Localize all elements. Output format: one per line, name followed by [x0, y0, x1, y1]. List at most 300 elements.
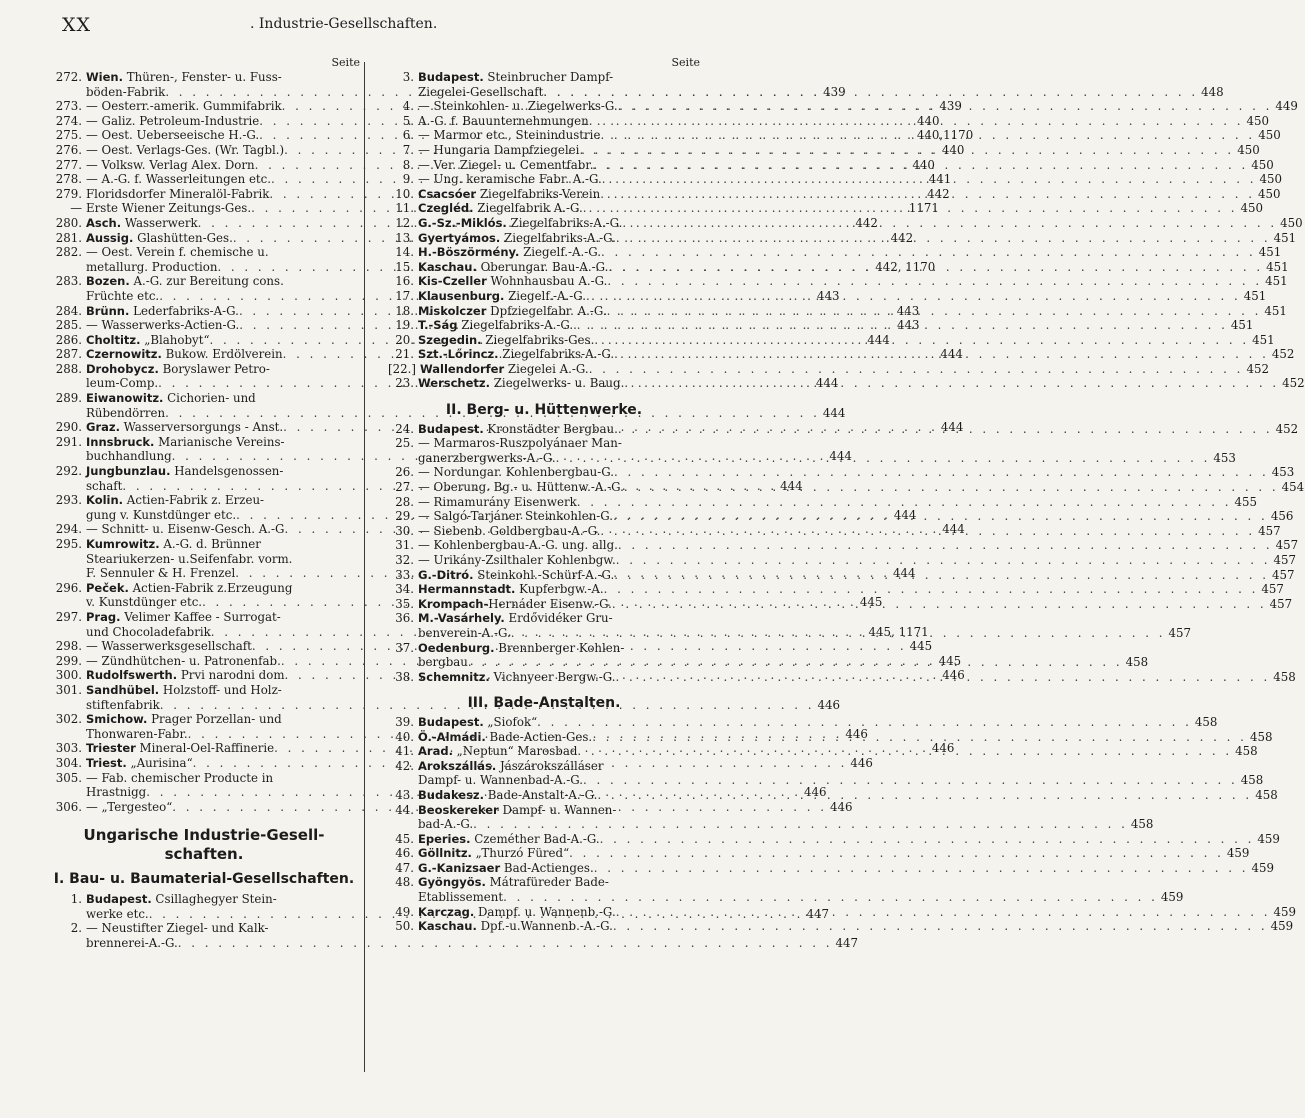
company-location: Oedenburg.: [418, 640, 495, 655]
page-reference: 442: [855, 215, 878, 230]
entry-text: [86, 727, 188, 742]
entry-text: [418, 436, 622, 451]
entry-text: [418, 568, 614, 583]
entry-number: 278.: [55, 172, 82, 187]
entry-description: ganerzbergwerks-A.-G.: [418, 450, 556, 465]
entry-number: 273.: [55, 99, 82, 114]
entry-text: [418, 744, 577, 759]
entry-description: Oberungar. Bau-A.-G.: [476, 259, 609, 274]
entry-text: [418, 451, 556, 466]
entry-number: 46.: [395, 846, 414, 861]
column-divider: [364, 62, 365, 1072]
page-title: . Industrie-Gesellschaften.: [250, 16, 438, 32]
company-location: G.-Kanizsaer: [418, 860, 501, 875]
entry-number: 41.: [395, 744, 414, 759]
dot-leader: [583, 773, 1238, 788]
entry-number: 20.: [395, 332, 414, 347]
entry-number: 8.: [402, 157, 414, 172]
entry-text: [418, 803, 616, 818]
entry-description: Steariukerzen- u.Seifenfabr. vorm.: [86, 551, 293, 566]
entry-description: — Marmor etc., Steinindustrie: [418, 128, 601, 143]
page-reference: 445: [938, 653, 962, 668]
page-reference: 450: [1258, 128, 1281, 143]
entry-description: Brennberger Kohlen-: [494, 640, 625, 655]
section-heading-bade: III. Bade-Anstalten.: [467, 695, 621, 712]
entry-number: 297.: [55, 609, 82, 624]
page-reference: 446: [942, 668, 965, 683]
entry-description: Glashütten-Ges.: [133, 230, 233, 245]
entry-text: [86, 698, 160, 713]
entry-number: 281.: [55, 230, 82, 245]
dot-leader: [594, 861, 1249, 876]
entry-number: 303.: [55, 741, 82, 756]
company-location: Krompach-: [418, 596, 489, 611]
entry-description: F. Sennuler & H. Frenzel: [86, 566, 236, 581]
entry-number: 36.: [395, 611, 414, 626]
company-location: Miskolczer: [418, 303, 487, 318]
entry-text: [86, 625, 211, 640]
dot-leader: [615, 670, 1270, 685]
page-reference: 451: [1230, 318, 1254, 333]
entry-description: Dpfziegelfabr. A.-G.: [486, 303, 607, 318]
entry-description: bad-A.-G.: [418, 817, 474, 832]
entry-number: 279.: [55, 186, 82, 201]
entry-body: [419, 361, 1269, 377]
page-reference: 459: [1270, 919, 1294, 934]
entry-body: [418, 919, 1294, 934]
entry-text: [86, 683, 282, 698]
page-reference: 440: [917, 113, 940, 128]
entry-number: 304.: [55, 755, 82, 770]
entry-text: [86, 85, 165, 100]
page-number: XX: [62, 14, 92, 36]
dot-leader: [618, 538, 1273, 553]
entry-description: — Hungaria Dampfziegelei: [418, 142, 580, 157]
entry-line: [418, 641, 700, 656]
entry-description: Kronstädter Bergbau.: [483, 421, 618, 436]
page-reference: 453: [1271, 465, 1295, 480]
page-reference: 450: [1246, 113, 1270, 128]
entry-description: — A.-G. f. Wasserleitungen etc.: [86, 172, 272, 187]
entry-text: [86, 552, 292, 567]
page-reference: 451: [1266, 259, 1289, 274]
entry-text: [418, 655, 468, 670]
entry-text: [418, 465, 614, 480]
company-location: H.-Böszörmény.: [418, 245, 520, 260]
index-entry: [388, 831, 1280, 847]
dot-leader: [600, 524, 1255, 539]
seite-label: Seite: [331, 56, 360, 69]
company-location: Czegléd.: [418, 201, 474, 216]
entry-text: [86, 712, 282, 727]
entry-description: — Salgó-Tarjáner Steinkohlen-G.: [418, 509, 614, 524]
entry-number: 12.: [395, 215, 414, 230]
entry-text: [418, 99, 618, 114]
entry-number: 274.: [55, 113, 82, 128]
dot-leader: [579, 143, 1234, 158]
entry-text: [86, 143, 284, 158]
entry-line: [86, 537, 360, 552]
company-location: Csacsóer: [418, 186, 477, 201]
dot-leader: [600, 128, 1255, 143]
page-reference: 451: [1243, 288, 1267, 303]
entry-text: [86, 376, 158, 391]
entry-text: [418, 376, 624, 391]
entry-description: — Ver. Ziegel- u. Cementfabr.: [418, 157, 594, 172]
entry-number: 294.: [55, 522, 82, 537]
entry-text: [418, 832, 600, 847]
entry-text: [86, 406, 165, 421]
entry-number: 43.: [395, 787, 414, 802]
entry-line: [418, 553, 1297, 568]
entry-description: — Rimamurány Eisenwerk: [418, 494, 577, 509]
entry-number: 296.: [55, 580, 82, 595]
dot-leader: [607, 304, 1262, 319]
page-reference: 451: [1273, 230, 1297, 245]
entry-body: [418, 538, 1299, 553]
entry-description: Mineral-Oel-Raffinerie: [135, 741, 275, 756]
entry-text: [420, 362, 589, 377]
page-reference: 455: [1234, 494, 1258, 509]
page-reference: 444: [822, 405, 846, 420]
entry-text: [418, 509, 613, 524]
entry-description: — Wasserwerksgesellschaft: [86, 639, 252, 654]
section-heading-berg: II. Berg- u. Hüttenwerke.: [445, 402, 643, 419]
entry-text: [418, 759, 604, 774]
entry-number: 14.: [395, 245, 414, 260]
entry-line: [418, 70, 700, 85]
index-entry: [388, 553, 1297, 568]
page-reference: 443: [896, 303, 920, 318]
page-reference: 440,1170: [916, 128, 974, 143]
entry-number: —: [70, 201, 82, 216]
entry-body: [418, 831, 1280, 847]
entry-number: [22.]: [388, 361, 416, 376]
entry-number: 29.: [395, 509, 414, 524]
entry-text: [418, 730, 592, 745]
entry-number: 2.: [70, 921, 82, 936]
entry-text: [418, 318, 573, 333]
company-location: Peček.: [86, 580, 129, 595]
entry-description: Ziegelfabrik A.-G.: [473, 201, 583, 216]
entry-text: [86, 260, 217, 275]
entry-text: [86, 493, 264, 508]
entry-number: 300.: [55, 668, 82, 683]
dot-leader: [556, 451, 1211, 466]
page-reference: 444: [940, 347, 963, 362]
page-reference: 459: [1226, 846, 1250, 861]
entry-text: [86, 479, 122, 494]
entry-number: 48.: [395, 875, 414, 890]
dot-leader: [577, 744, 1232, 759]
entry-number: 284.: [55, 303, 82, 318]
entry-line: [86, 610, 360, 625]
entry-text: [86, 464, 283, 479]
entry-line: [418, 919, 1294, 934]
entry-description: „Aurisina“: [126, 755, 193, 770]
dot-leader: [178, 936, 833, 951]
company-location: Czernowitz.: [86, 347, 162, 362]
page-reference: 457: [1272, 567, 1295, 582]
page-reference: 450: [1257, 186, 1281, 201]
entry-description: „Siofok“: [483, 714, 538, 729]
entry-number: 292.: [55, 464, 82, 479]
entry-line: [86, 581, 360, 596]
entry-description: Dampf- u. Wannenbad-A.-G.: [418, 773, 584, 788]
company-location: Arokszállás.: [418, 758, 497, 773]
dot-leader: [586, 289, 1241, 304]
entry-description: böden-Fabrik: [86, 84, 166, 99]
entry-body: [418, 860, 1274, 876]
entry-description: Früchte etc.: [86, 288, 160, 303]
entry-description: benverein-A.-G.: [418, 625, 511, 640]
entry-text: [418, 289, 586, 304]
page-reference: 444: [893, 507, 917, 522]
index-entry: [388, 875, 1184, 905]
entry-line: [418, 860, 1274, 876]
entry-line: [86, 921, 360, 936]
entry-description: Floridsdorfer Mineralöl-Fabrik: [86, 186, 270, 201]
dot-leader: [608, 260, 1263, 275]
entry-description: stiftenfabrik: [86, 697, 160, 712]
entry-text: [86, 508, 236, 523]
entry-description: Dpf.-u.Wannenb.-A.-G.: [476, 919, 613, 934]
entry-line: [418, 875, 700, 890]
company-location: Jungbunzlau.: [86, 464, 171, 479]
company-location: Schemnitz.: [418, 669, 490, 684]
page-reference: 459: [1257, 831, 1280, 846]
entry-number: 9.: [402, 172, 414, 187]
entry-description: Velimer Kaffee - Surrogat-: [120, 609, 281, 624]
entry-description: — Urikány-Zsilthaler Kohlenbgw.: [418, 553, 616, 567]
entry-text: [86, 158, 255, 173]
entry-number: 5.: [402, 113, 414, 128]
entry-number: 289.: [55, 391, 82, 406]
company-location: Triest.: [86, 755, 127, 770]
entry-description: — Ung. keramische Fabr. A.-G.: [418, 172, 602, 187]
page-reference: 458: [1130, 817, 1154, 832]
entry-text: [86, 362, 270, 377]
entry-line: [418, 436, 700, 451]
entry-description: Dampf- u. Wannen-: [498, 802, 617, 817]
entry-text: [86, 231, 233, 246]
entry-description: Wasserwerk: [121, 215, 198, 230]
entry-text: [86, 907, 149, 922]
company-location: Choltitz.: [86, 332, 141, 347]
entry-line: [86, 892, 360, 907]
entry-number: 27.: [395, 480, 414, 495]
entry-description: Wohnhausbau A.-G.: [486, 274, 608, 289]
page-reference: 446: [803, 785, 827, 800]
entry-line: [418, 465, 1295, 480]
page-reference: 453: [1213, 450, 1236, 465]
entry-body: [418, 582, 1284, 597]
entry-description: Bade-Actien-Ges.: [485, 729, 593, 744]
entry-description: schaft: [86, 478, 123, 493]
entry-text: [418, 245, 601, 260]
entry-description: Etablissement: [418, 890, 504, 905]
page-reference: 457: [1261, 582, 1284, 597]
dot-leader: [618, 422, 1273, 437]
entry-text: [418, 875, 609, 890]
entry-description: Steinkohl.-Schürf-A.-G.: [473, 567, 615, 582]
entry-line: [418, 803, 700, 818]
dot-leader: [607, 274, 1262, 289]
entry-description: metallurg. Production: [86, 259, 218, 274]
entry-line: [418, 274, 1288, 289]
entry-text: [418, 304, 607, 319]
entry-description: Hernáder Eisenw.-G.: [488, 596, 612, 611]
entry-text: [86, 449, 172, 464]
company-location: Brünn.: [86, 303, 130, 318]
entry-text: [418, 347, 614, 362]
index-entry: [388, 846, 1250, 861]
entry-number: 286.: [55, 332, 82, 347]
page-reference: 457: [1275, 538, 1299, 553]
index-entry: [388, 274, 1288, 289]
entry-text: [86, 639, 252, 654]
company-location: Hermannstadt.: [418, 582, 516, 597]
page-reference: 444: [867, 332, 890, 347]
page-reference: 442: [890, 230, 914, 245]
company-location: Rudolfswerth.: [86, 668, 178, 683]
entry-text: [86, 216, 198, 231]
entry-description: leum-Comp.: [86, 376, 159, 391]
entry-number: 290.: [55, 420, 82, 435]
entry-description: Ziegelf.-A.-G.: [504, 288, 587, 303]
entry-text: [86, 245, 269, 260]
entry-description: Ziegelf.-A.-G.: [519, 245, 602, 260]
entry-number: 45.: [395, 831, 414, 846]
entry-text: [418, 641, 624, 656]
entry-number: 35.: [395, 596, 414, 611]
page-reference: 445, 1171: [868, 624, 929, 639]
entry-description: Ziegelfabriks-A.-G.: [506, 215, 623, 230]
entry-body: [418, 245, 1282, 260]
entry-text: [418, 187, 600, 202]
entry-text: [418, 422, 618, 437]
entry-text: [86, 936, 178, 951]
entry-description: Actien-Fabrik z.Erzeugung: [128, 580, 293, 595]
entry-number: 299.: [55, 653, 82, 668]
page-reference: 452: [1282, 376, 1305, 391]
entry-text: [418, 333, 594, 348]
entry-text: [418, 172, 602, 187]
entry-number: 306.: [55, 799, 82, 814]
index-entry: [388, 361, 1269, 377]
index-entry: [388, 494, 1258, 510]
index-entry: [388, 538, 1299, 553]
entry-number: 17.: [395, 288, 414, 303]
entry-text: [86, 595, 202, 610]
entry-text: [86, 654, 281, 669]
entry-description: Ziegelfabriks-Ges.: [481, 332, 595, 347]
page-reference: 445: [909, 639, 933, 654]
entry-number: 47.: [395, 860, 414, 875]
entry-description: brennerei-A.-G.: [86, 936, 178, 951]
entry-number: 276.: [55, 142, 82, 157]
entry-text: [418, 231, 616, 246]
index-entry: [388, 860, 1274, 876]
page-reference: 444: [940, 420, 964, 435]
entry-description: Erste Wiener Zeitungs-Ges.: [86, 201, 252, 216]
entry-number: 26.: [395, 465, 414, 480]
dot-leader: [592, 730, 1247, 745]
dot-leader: [624, 376, 1279, 391]
company-location: Aussig.: [86, 230, 134, 245]
page-reference: 450: [1240, 201, 1264, 216]
entry-text: [86, 537, 261, 552]
dot-leader: [614, 347, 1269, 362]
entry-text: [86, 756, 193, 771]
entry-number: 272.: [55, 70, 82, 84]
dot-leader: [600, 187, 1255, 202]
page-reference: 457: [1258, 523, 1281, 538]
dot-leader: [597, 788, 1252, 803]
company-location: Eiwanowitz.: [86, 391, 164, 406]
index-entry: [388, 919, 1294, 934]
entry-text: [86, 785, 146, 800]
dot-leader: [624, 480, 1279, 495]
entry-description: A.-G. f. Bauunternehmungen: [418, 113, 589, 128]
entry-body: [418, 274, 1288, 289]
entry-text: [86, 581, 292, 596]
entry-description: buchhandlung: [86, 449, 172, 464]
entry-description: — Kohlenbergbau-A.-G. ung. allg.: [418, 538, 618, 553]
entry-description: Ziegelwerks- u. Baug.: [489, 376, 625, 391]
dot-leader: [569, 846, 1224, 861]
page-reference: 458: [1273, 669, 1296, 684]
dot-leader: [577, 495, 1232, 510]
company-location: Drohobycz.: [86, 361, 159, 376]
entry-number: 31.: [395, 538, 414, 553]
entry-description: Rübendörren: [86, 405, 166, 420]
entry-number: 32.: [395, 553, 414, 567]
entry-text: [86, 347, 283, 362]
entry-number: 18.: [395, 303, 414, 318]
entry-description: bergbau: [418, 655, 468, 670]
company-location: G.-Sz.-Miklós.: [418, 215, 507, 230]
entry-text: [418, 597, 612, 612]
entry-text: [86, 114, 259, 129]
page-reference: 439: [823, 84, 846, 99]
entry-text: [86, 333, 210, 348]
company-location: Kaschau.: [418, 259, 477, 274]
entry-description: v. Kunstdünger etc.: [86, 595, 203, 610]
entry-line: [418, 831, 1280, 847]
company-location: Kaschau.: [418, 919, 477, 934]
page-reference: 445: [859, 595, 883, 610]
page-reference: 446: [830, 799, 853, 814]
entry-text: [418, 480, 624, 495]
page-reference: 457: [1168, 625, 1192, 640]
dot-leader: [511, 626, 1166, 641]
dot-leader: [616, 231, 1271, 246]
page-reference: 458: [1194, 714, 1218, 729]
company-location: Wien.: [86, 70, 123, 84]
page-reference: 444: [829, 449, 852, 464]
company-location: Kumrowitz.: [86, 537, 160, 551]
entry-number: 283.: [55, 274, 82, 289]
entry-line: [86, 683, 360, 698]
entry-line: [418, 773, 1264, 788]
entry-description: Handelsgenossen-: [170, 464, 284, 479]
dot-leader: [594, 333, 1249, 348]
page-reference: 439: [939, 99, 962, 114]
entry-line: [418, 890, 1184, 905]
section-heading-hungary: Ungarische Industrie-Gesell-schaften.: [83, 826, 325, 864]
company-location: Budapest.: [418, 421, 484, 436]
